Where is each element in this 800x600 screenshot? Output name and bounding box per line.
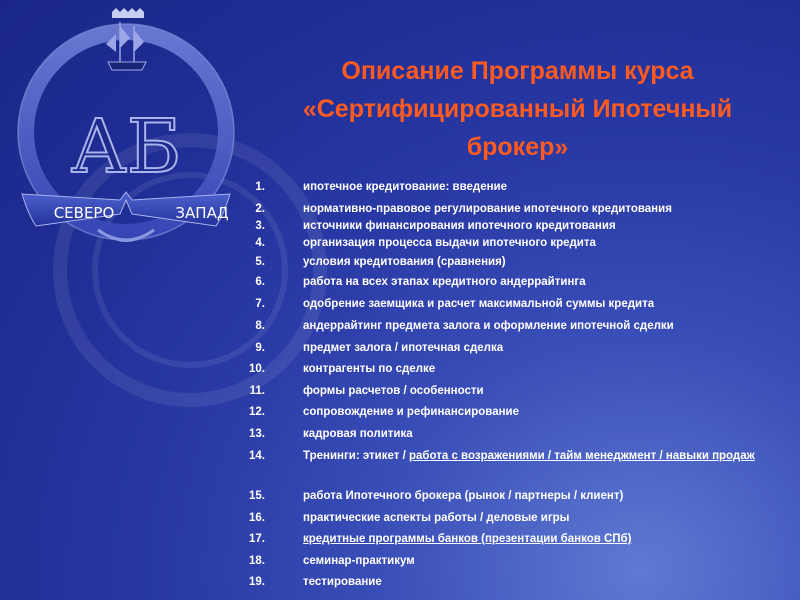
logo-right-word: ЗАПАД: [175, 204, 229, 222]
item-number: 16.: [249, 512, 265, 524]
item-text: тестирование: [303, 576, 382, 588]
item-number: 13.: [249, 428, 265, 440]
item-text: [303, 532, 773, 547]
item-number: 12.: [249, 406, 265, 418]
logo-left-word: СЕВЕРО: [53, 204, 115, 222]
item-number: 19.: [249, 576, 265, 588]
item-number: 9.: [255, 342, 265, 354]
item-text: организация процесса выдачи ипотечного кредита: [303, 237, 596, 249]
item-text: работа Ипотечного брокера (рынок / партнеры / клиент): [303, 490, 624, 502]
item-text: предмет залога / ипотечная сделка: [303, 342, 504, 354]
item-number: 18.: [249, 555, 265, 567]
item-text: ипотечное кредитование: введение: [303, 181, 508, 193]
item-number: 1.: [255, 181, 265, 193]
item-text: андеррайтинг предмета залога и оформление ипотечной сделки: [303, 320, 674, 332]
item-number: 3.: [255, 220, 265, 232]
item-number: 5.: [255, 256, 265, 268]
item-text: источники финансирования ипотечного кредитования: [303, 220, 616, 232]
item-text: кадровая политика: [303, 428, 413, 440]
item-text: контрагенты по сделке: [303, 363, 436, 375]
item-number: 11.: [249, 385, 265, 397]
item-number: 10.: [249, 363, 265, 375]
item-number: 2.: [255, 203, 265, 215]
item-text: работа на всех этапах кредитного андеррайтинга: [303, 276, 586, 288]
item-text-plain: Тренинги: этикет /: [303, 450, 409, 462]
item-number: 17.: [249, 533, 265, 545]
title-line-3: брокер»: [466, 133, 569, 161]
logo-monogram: АБ: [70, 104, 182, 190]
item-number: 15.: [249, 490, 265, 502]
item-number: 7.: [255, 298, 265, 310]
trainings-link[interactable]: работа с возражениями / тайм менеджмент / навыки продаж: [408, 450, 755, 462]
item-number: 6.: [255, 276, 265, 288]
item-text: практические аспекты работы / деловые игры: [303, 512, 570, 524]
item-text: [303, 449, 773, 464]
item-text: формы расчетов / особенности: [303, 385, 484, 397]
item-number: 8.: [255, 320, 265, 332]
bank-programs-link[interactable]: кредитные программы банков (презентации банков СПб): [303, 533, 632, 545]
title-line-2: «Сертифицированный Ипотечный: [302, 95, 733, 123]
item-text: условия кредитования (сравнения): [303, 256, 506, 268]
item-text: нормативно-правовое регулирование ипотечного кредитования: [303, 203, 672, 215]
item-text: одобрение заемщика и расчет максимальной суммы кредита: [303, 298, 655, 310]
item-number: 14.: [249, 450, 265, 462]
item-number: 4.: [255, 237, 265, 249]
item-text: семинар-практикум: [303, 555, 415, 567]
title-line-1: Описание Программы курса: [341, 57, 694, 85]
item-text: сопровождение и рефинансирование: [303, 406, 520, 418]
